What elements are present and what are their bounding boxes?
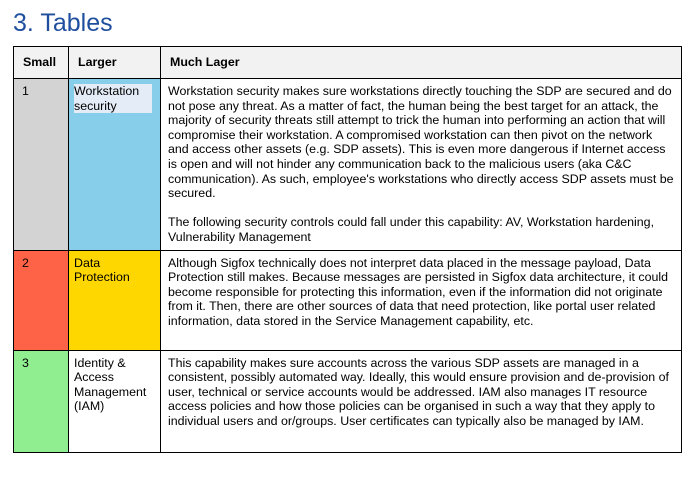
header-larger: [69, 47, 161, 79]
row3-small-cell: [14, 350, 69, 452]
row1-description-paragraph-1: Workstation security makes sure workstations directly touching the SDP are secured and do not pose any threat. As a matter of fact, the human being the best target for an attack, the majority of security threats still attempt to trick the human into performing an action that will compromise their workstation. A compromised workstation can then pivot on the network and access other assets (e.g. SDP assets). This is even more dangerous if Internet access is open and will not hinder any communication back to the malicious users (aka C&C communication). As such, employee's workstations who directly access SDP assets must be secured.: [168, 84, 674, 201]
row3-description-cell: [161, 350, 682, 452]
row2-larger-cell: [69, 250, 161, 350]
row2-small-cell: [14, 250, 69, 350]
row1-description-cell: [161, 79, 682, 251]
row3-description-paragraph: This capability makes sure accounts across the various SDP assets are managed in a consistent, possibly automated way. Ideally, this would ensure provision and de-provision of user, technical or service accounts would be addressed. IAM also manages IT resource access policies and how those policies can be organised in such a way that they apply to individual users and or/groups. User certificates can typically also be managed by IAM.: [168, 355, 669, 428]
header-small: [14, 47, 69, 79]
row2-number: 2: [22, 255, 29, 270]
row1-number: 1: [22, 84, 29, 98]
header-much-lager-label: Much Lager: [170, 55, 240, 70]
table-header-row: [14, 47, 682, 79]
row1-capability-name: Workstation security: [74, 84, 152, 113]
row2-capability-name: Data Protection: [74, 255, 130, 285]
row2-description-cell: [161, 250, 682, 350]
row1-larger-cell: [69, 79, 161, 251]
capabilities-table: [13, 46, 682, 453]
row3-capability-name: Identity & Access Management (IAM): [74, 355, 147, 414]
row2-description-paragraph: Although Sigfox technically does not interpret data placed in the message payload, Data Protection still makes. Because messages are persisted in Sigfox data architecture, it could become responsible for protecting this information, even if the information did not originate from it. Then, there are other sources of data that need protection, like portal user related information, data stored in the Service Management capability, etc.: [168, 255, 668, 328]
row1-description-paragraph-2: The following security controls could fall under this capability: AV, Workstation hardening, Vulnerability Management: [168, 215, 655, 244]
header-much-lager: [161, 47, 682, 79]
section-heading: 3. Tables: [13, 9, 113, 37]
table-row: [14, 79, 682, 251]
table-row: [14, 350, 682, 452]
header-larger-label: Larger: [78, 55, 117, 70]
row3-number: 3: [22, 355, 29, 370]
row1-small-cell: [14, 79, 69, 251]
table-row: [14, 250, 682, 350]
row3-larger-cell: [69, 350, 161, 452]
header-small-label: Small: [23, 55, 57, 70]
